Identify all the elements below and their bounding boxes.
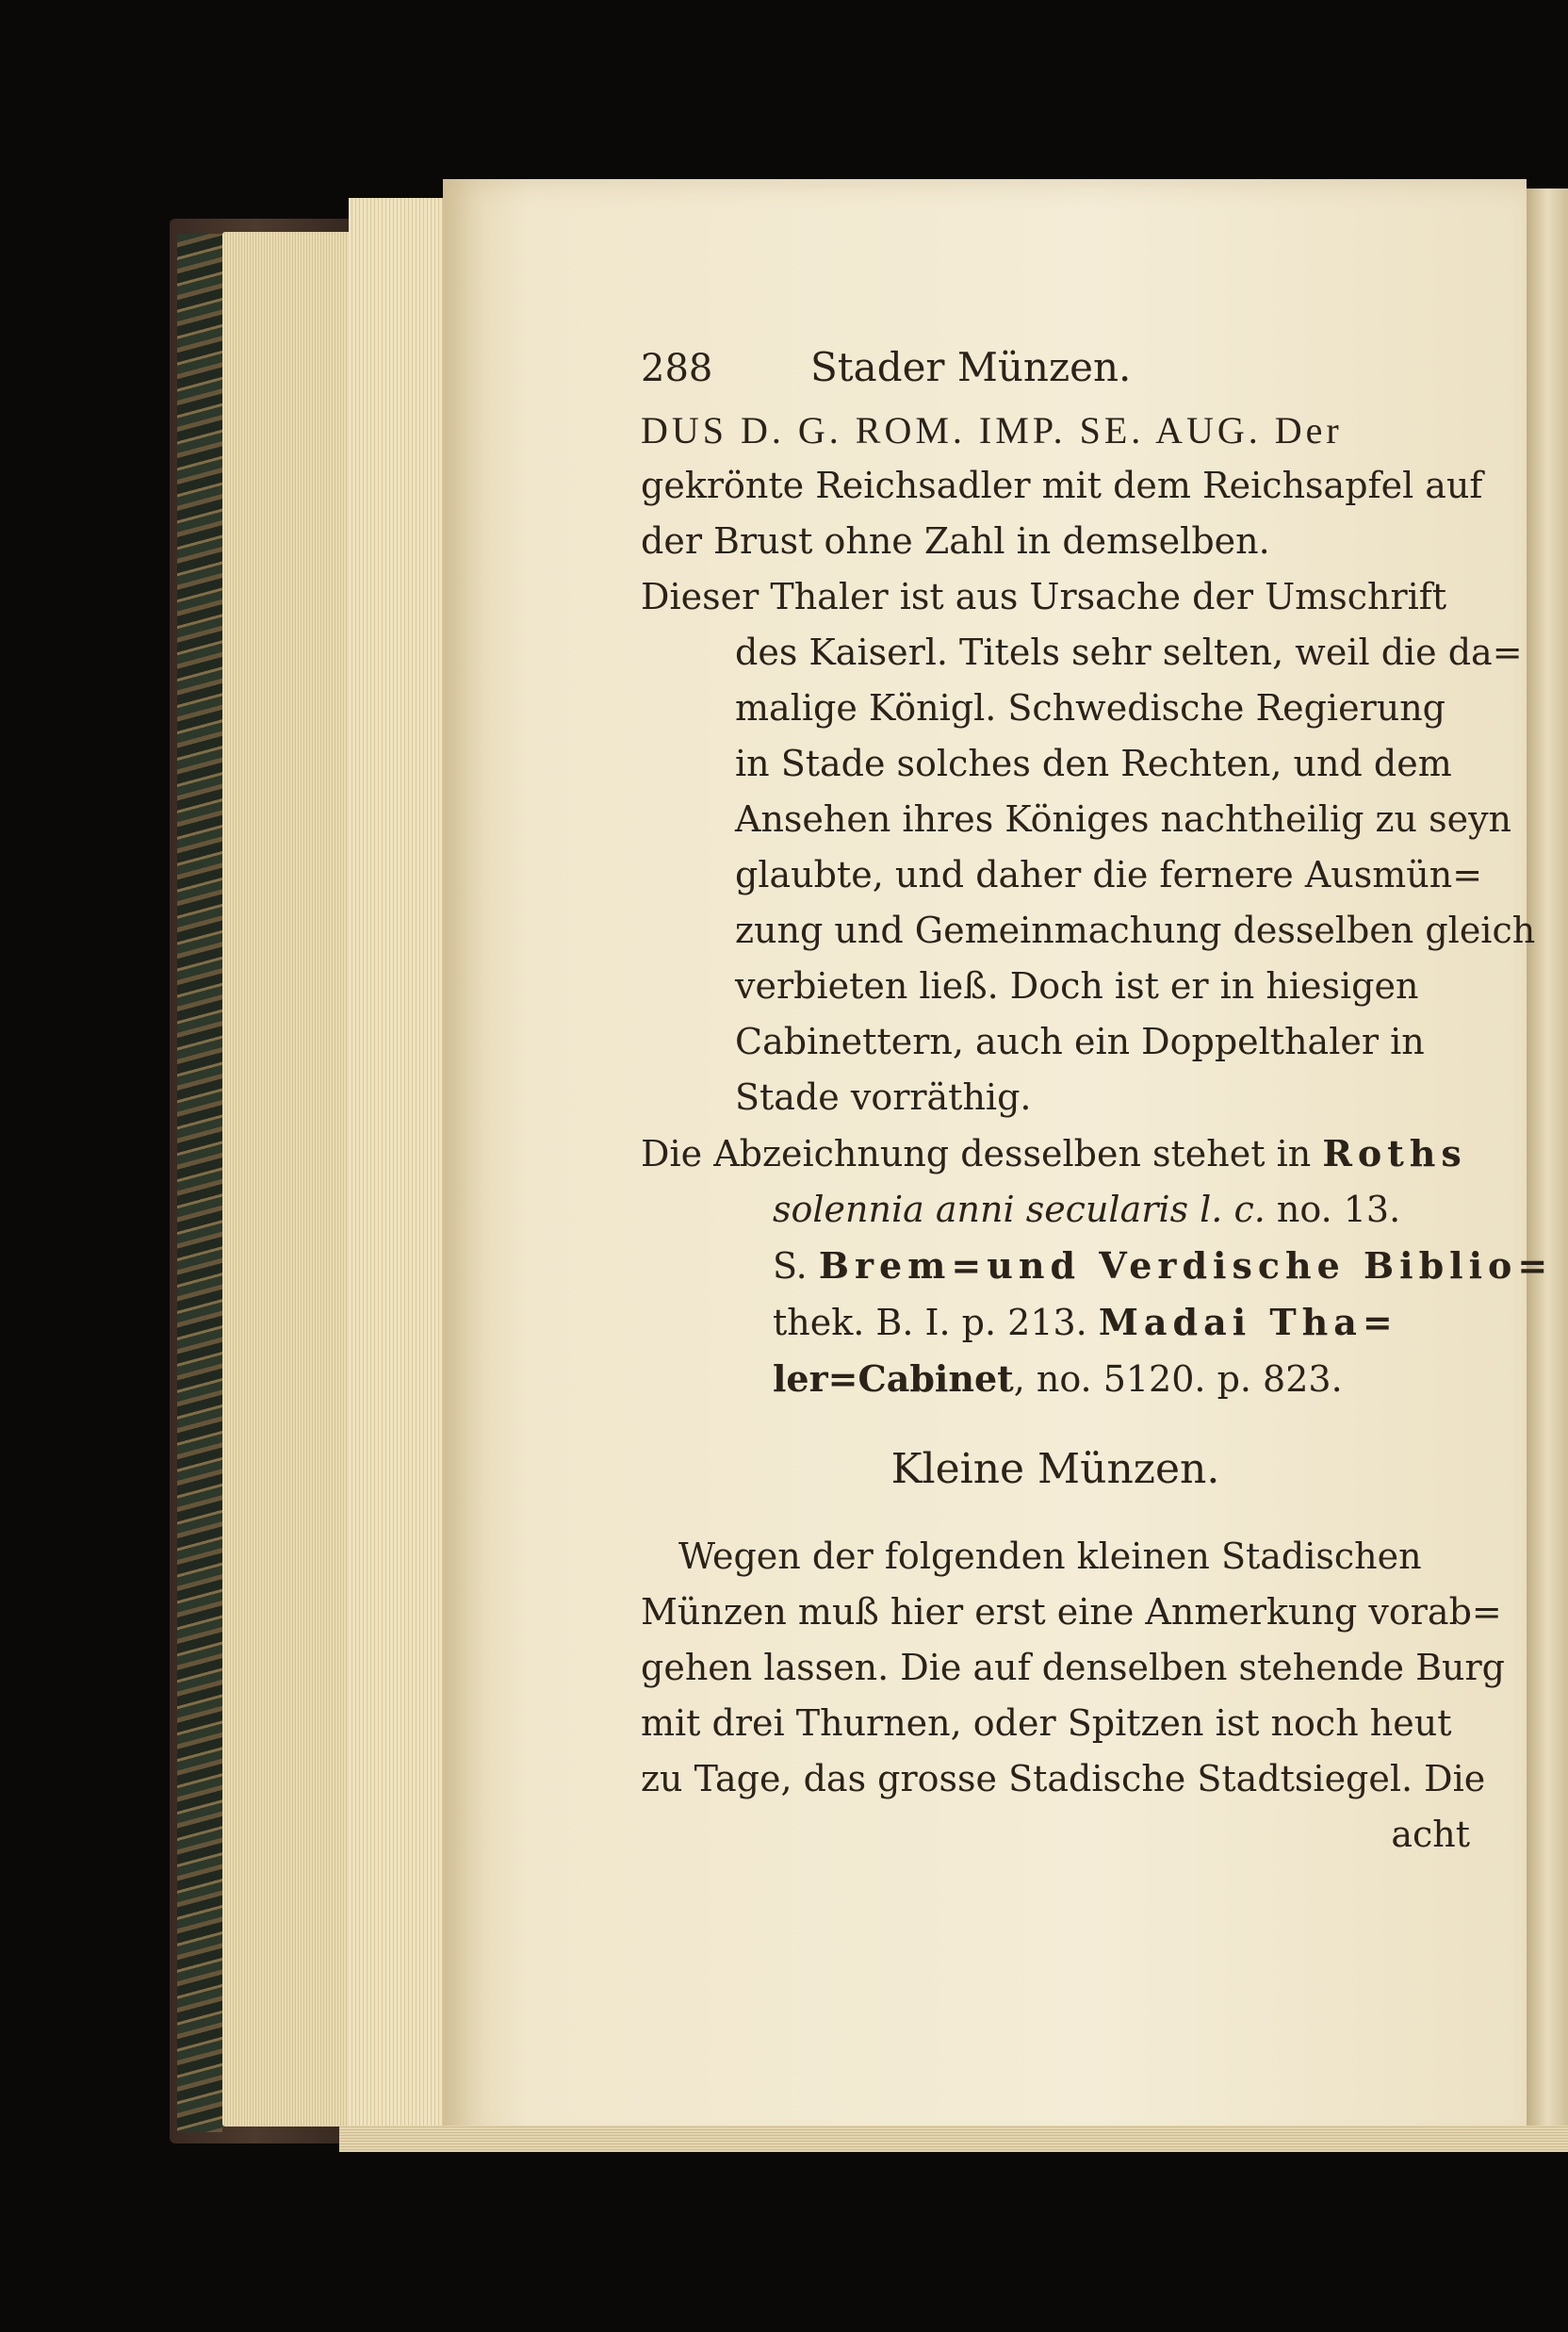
page-text (641, 339, 1554, 1863)
reference-line (641, 1294, 1470, 1351)
text-line: glaubte, und daher die fernere Ausmün= (735, 854, 1483, 895)
author-name: Roths (1322, 1132, 1467, 1174)
section-heading: Kleine Münzen. (890, 1445, 1220, 1493)
reference-line (641, 1238, 1554, 1294)
reference-text: thek. B. I. p. 213. (773, 1302, 1099, 1343)
running-title: Stader Münzen. (810, 344, 1132, 390)
paragraph-first-line: Wegen der folgenden kleinen Stadischen (678, 1536, 1422, 1577)
text-line: des Kaiserl. Titels sehr selten, weil die da= (735, 632, 1523, 673)
facing-page-edge (1527, 189, 1568, 2149)
text-line: zung und Gemeinmachung desselben gleich (735, 910, 1536, 951)
reference-line (641, 1351, 1470, 1407)
text-line: der Brust ohne Zahl in demselben. (641, 520, 1270, 562)
page-number: 288 (641, 347, 713, 390)
page-header (641, 339, 1470, 397)
text-line: Stade vorräthig. (735, 1076, 1032, 1118)
text-line: in Stade solches den Rechten, und dem (735, 743, 1452, 784)
reference-text: S. (773, 1245, 819, 1287)
text-line: verbieten ließ. Doch ist er in hiesigen (735, 965, 1419, 1007)
reference-line (641, 1182, 1470, 1238)
paragraph-first-line: Dieser Thaler ist aus Ursache der Umschrift (641, 576, 1447, 617)
reference-line (641, 1125, 1470, 1182)
reference-text: Die Abzeichnung desselben stehet in (641, 1133, 1323, 1174)
text-line: mit drei Thurnen, oder Spitzen ist noch heut (641, 1702, 1452, 1744)
catchword: acht (1391, 1814, 1470, 1855)
book-title: ler=Cabinet (773, 1357, 1014, 1400)
text-line: zu Tage, das grosse Stadische Stadtsiegel. Die (641, 1758, 1486, 1799)
text-line: DUS D. G. ROM. IMP. SE. AUG. Der (641, 409, 1343, 452)
page-stack-fore-edge (349, 198, 452, 2140)
reference-text: no. 13. (1265, 1189, 1401, 1230)
page-bottom-edge (339, 2126, 1568, 2152)
text-line: malige Königl. Schwedische Regierung (735, 687, 1446, 729)
page-stack-left (222, 232, 364, 2127)
book-title: Brem=und Verdische Biblio= (818, 1244, 1554, 1287)
text-line: gekrönte Reichsadler mit dem Reichsapfel auf (641, 465, 1483, 506)
author-name: Madai Tha= (1098, 1301, 1398, 1343)
book-title: solennia anni secularis l. c. (773, 1189, 1266, 1230)
marbled-board (177, 234, 222, 2132)
text-line: Cabinettern, auch ein Doppelthaler in (735, 1021, 1425, 1062)
reference-text: , no. 5120. p. 823. (1013, 1358, 1343, 1400)
text-line: gehen lassen. Die auf denselben stehende Burg (641, 1647, 1505, 1688)
text-line: Münzen muß hier erst eine Anmerkung vorab= (641, 1591, 1502, 1633)
text-line: Ansehen ihres Königes nachtheilig zu seyn (735, 798, 1512, 840)
